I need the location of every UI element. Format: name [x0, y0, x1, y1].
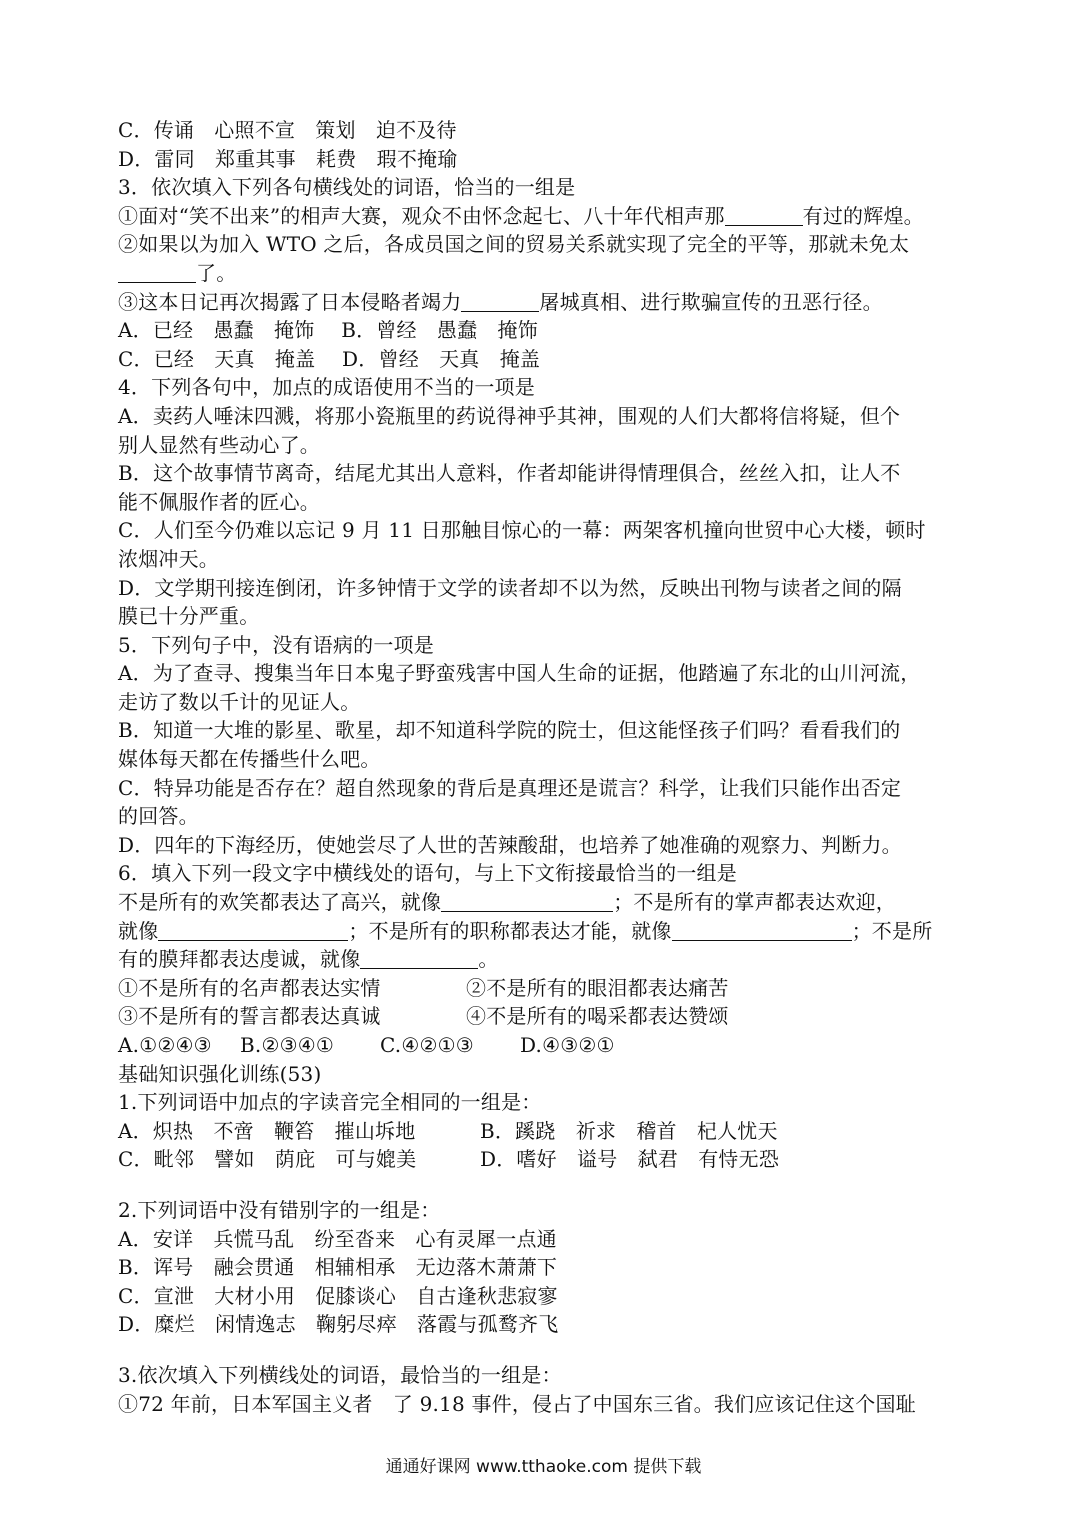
- option-line: B．诨号 融会贯通 相辅相承 无边落木萧萧下: [118, 1255, 558, 1280]
- option-line: [118, 1145, 973, 1174]
- option-line: C．已经 天真 掩盖 D．曾经 天真 掩盖: [118, 346, 541, 371]
- fill-blank: [360, 948, 478, 969]
- text-line: [118, 202, 973, 231]
- option-item: A．炽热 不啻 鞭笞 摧山坼地: [118, 1118, 416, 1143]
- fill-blank: [118, 262, 196, 283]
- option-line: [118, 974, 973, 1003]
- text-segment: 有过的辉煌。: [802, 203, 924, 228]
- question-6-stem: 6．填入下列一段文字中横线处的语句，与上下文衔接最恰当的一组是: [118, 861, 737, 886]
- text-line: [118, 259, 973, 288]
- document-body: [118, 116, 973, 1418]
- spacer: [118, 1339, 973, 1361]
- text-segment: 屠城真相、进行欺骗宣传的丑恶行径。: [539, 289, 883, 314]
- option-item: ①不是所有的名声都表达实情: [118, 975, 381, 1000]
- text-line: 媒体每天都在传播些什么吧。: [118, 747, 381, 772]
- text-line: 膜已十分严重。: [118, 604, 260, 629]
- fill-blank: [672, 920, 852, 941]
- text-line: 的回答。: [118, 804, 199, 829]
- text-line: D．雷同 郑重其事 耗费 瑕不掩瑜: [118, 146, 458, 171]
- question-3-stem: 3．依次填入下列各句横线处的词语，恰当的一组是: [118, 175, 576, 200]
- text-line: B．知道一大堆的影星、歌星，却不知道科学院的院士，但这能怪孩子们吗？看看我们的: [118, 718, 901, 743]
- option-item: B.②③④①: [240, 1033, 334, 1057]
- text-line: A．为了查寻、搜集当年日本鬼子野蛮残害中国人生命的证据，他踏遍了东北的山川河流，: [118, 661, 921, 686]
- text-segment: 了。: [196, 260, 237, 285]
- text-segment: ；不是所: [851, 918, 933, 943]
- option-line: [118, 1002, 973, 1031]
- option-line: [118, 1031, 973, 1060]
- text-line: ②如果以为加入 WTO 之后，各成员国之间的贸易关系就实现了完全的平等，那就未免太: [118, 232, 910, 257]
- text-line: 能不佩服作者的匠心。: [118, 489, 320, 514]
- page-footer: 通通好课网 www.tthaoke.com 提供下载: [385, 1457, 702, 1477]
- fill-blank: [725, 205, 803, 226]
- text-segment: 。: [478, 947, 499, 972]
- option-item: ④不是所有的喝采都表达赞颂: [466, 1004, 729, 1029]
- text-segment: 就像: [118, 918, 159, 943]
- option-item: A.①②④③: [118, 1033, 212, 1057]
- question-3b-stem: 3.依次填入下列横线处的词语，最恰当的一组是：: [118, 1362, 562, 1387]
- text-line: C．特异功能是否存在？超自然现象的背后是真理还是谎言？科学，让我们只能作出否定: [118, 775, 902, 800]
- text-line: A．卖药人唾沫四溅，将那小瓷瓶里的药说得神乎其神，围观的人们大都将信将疑，但个: [118, 403, 901, 428]
- text-line: [118, 888, 973, 917]
- text-line: 走访了数以千计的见证人。: [118, 689, 361, 714]
- option-line: A．安详 兵慌马乱 纷至沓来 心有灵犀一点通: [118, 1226, 557, 1251]
- option-line: D．糜烂 闲情逸志 鞠躬尽瘁 落霞与孤鹜齐飞: [118, 1312, 559, 1337]
- option-line: A．已经 愚蠢 掩饰 B．曾经 愚蠢 掩饰: [118, 318, 538, 343]
- text-segment: ③这本日记再次揭露了日本侵略者竭力: [118, 289, 462, 314]
- text-line: [118, 288, 973, 317]
- text-segment: ①面对“笑不出来”的相声大赛，观众不由怀念起七、八十年代相声那: [118, 203, 725, 228]
- option-item: D.④③②①: [520, 1033, 615, 1057]
- fill-blank: [461, 291, 539, 312]
- option-item: ②不是所有的眼泪都表达痛苦: [466, 975, 729, 1000]
- fill-blank: [441, 891, 613, 912]
- text-line: B．这个故事情节离奇，结尾尤其出人意料，作者却能讲得情理俱合，丝丝入扣，让人不: [118, 461, 901, 486]
- section-title: 基础知识强化训练(53): [118, 1061, 322, 1086]
- option-item: C．毗邻 譬如 荫庇 可与媲美: [118, 1147, 417, 1172]
- text-line: D．文学期刊接连倒闭，许多钟情于文学的读者却不以为然，反映出刊物与读者之间的隔: [118, 575, 902, 600]
- spacer: [118, 1174, 973, 1196]
- text-segment: ；不是所有的掌声都表达欢迎，: [613, 890, 897, 915]
- question-2-stem: 2.下列词语中没有错别字的一组是：: [118, 1197, 441, 1222]
- option-item: D．嗜好 谥号 弑君 有恃无恐: [480, 1147, 780, 1172]
- text-line: C．传诵 心照不宣 策划 迫不及待: [118, 118, 457, 142]
- option-line: [118, 1117, 973, 1146]
- fill-blank: [158, 920, 348, 941]
- text-line: [118, 917, 973, 946]
- question-1-stem: 1.下列词语中加点的字读音完全相同的一组是：: [118, 1090, 542, 1115]
- text-segment: 有的膜拜都表达虔诚，就像: [118, 947, 361, 972]
- text-line: D．四年的下海经历，使她尝尽了人世的苦辣酸甜，也培养了她准确的观察力、判断力。: [118, 832, 902, 857]
- text-line: [118, 945, 973, 974]
- option-item: C.④②①③: [380, 1033, 474, 1057]
- option-item: B．蹊跷 祈求 稽首 杞人忧天: [480, 1118, 778, 1143]
- text-line: 浓烟冲天。: [118, 546, 219, 571]
- option-item: ③不是所有的誓言都表达真诚: [118, 1004, 381, 1029]
- question-4-stem: 4．下列各句中，加点的成语使用不当的一项是: [118, 375, 535, 400]
- text-segment: ；不是所有的职称都表达才能，就像: [348, 918, 672, 943]
- text-line: ①72 年前，日本军国主义者 了 9.18 事件，侵占了中国东三省。我们应该记住这个国耻: [118, 1391, 916, 1416]
- text-line: C．人们至今仍难以忘记 9 月 11 日那触目惊心的一幕：两架客机撞向世贸中心大楼，顿时: [118, 518, 926, 543]
- text-line: 别人显然有些动心了。: [118, 432, 320, 457]
- option-line: C．宣泄 大材小用 促膝谈心 自古逢秋悲寂寥: [118, 1283, 558, 1308]
- text-segment: 不是所有的欢笑都表达了高兴，就像: [118, 890, 442, 915]
- question-5-stem: 5．下列句子中，没有语病的一项是: [118, 632, 434, 657]
